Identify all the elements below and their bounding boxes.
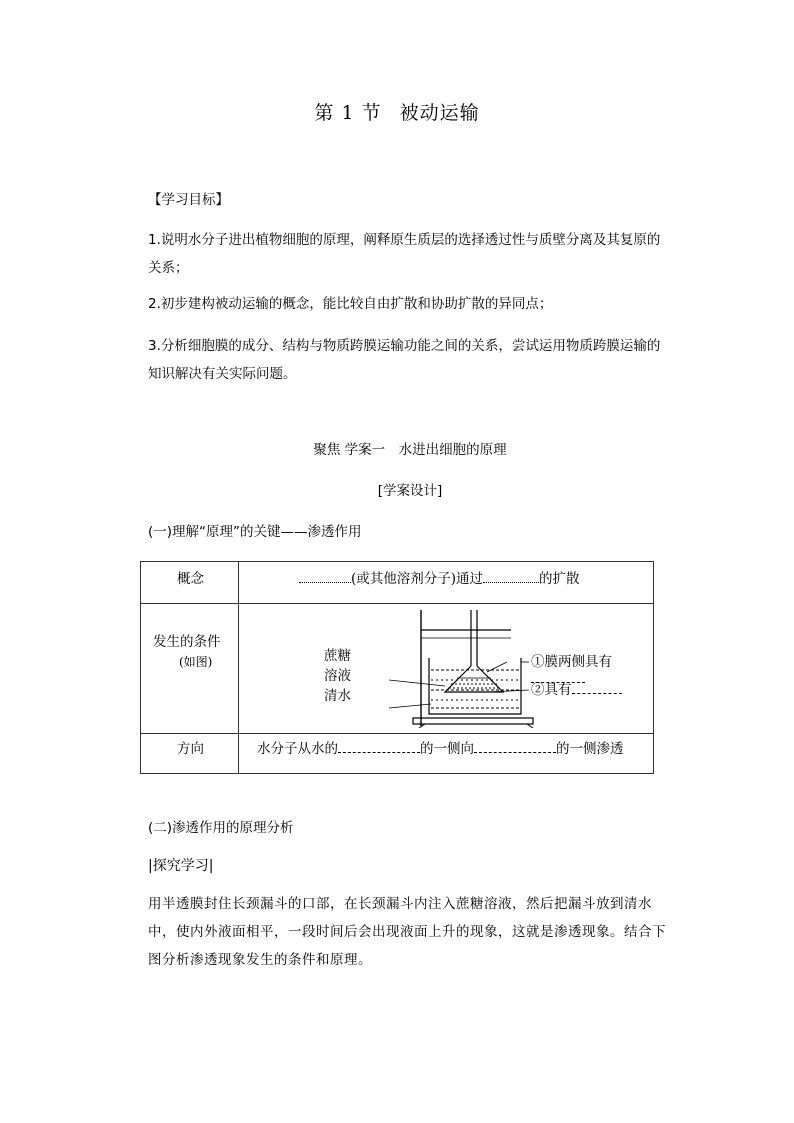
blank-membrane[interactable] [483, 570, 539, 583]
concept-text-1: (或其他溶剂分子)通过 [351, 571, 484, 587]
design-heading: [学案设计] [377, 483, 443, 499]
condition-2-text: ②具有 [531, 682, 572, 698]
label-concept: 概念 [141, 562, 239, 604]
fig-label-solution: 溶液 [324, 668, 351, 684]
direction-text-1: 水分子从水的 [257, 741, 338, 757]
concept-content [239, 562, 654, 604]
condition-1-text: ①膜两侧具有 [531, 654, 612, 670]
osmosis-table [140, 561, 654, 774]
objective-item-3: 3.分析细胞膜的成分、结构与物质跨膜运输功能之间的关系，尝试运用物质跨膜运输的知识解决有关实际问题。 [148, 338, 661, 382]
label-condition-cell [141, 604, 239, 734]
fig-label-sucrose: 蔗糖 [324, 648, 351, 664]
table-row-condition [141, 604, 654, 734]
direction-text-2: 的一侧向 [420, 741, 474, 757]
direction-content [239, 734, 654, 774]
table-row-concept [141, 562, 654, 604]
fig-label-water: 清水 [324, 688, 351, 704]
part2-heading: (二)渗透作用的原理分析 [148, 820, 294, 836]
blank-direction-1[interactable] [338, 740, 420, 753]
objective-item-2: 2.初步建构被动运输的概念，能比较自由扩散和协助扩散的异同点； [148, 296, 553, 312]
case1-heading: 聚焦 学案一 水进出细胞的原理 [313, 442, 507, 458]
section-number: 第 1 节 [314, 102, 382, 124]
blank-direction-2[interactable] [474, 740, 556, 753]
direction-text-3: 的一侧渗透 [556, 741, 624, 757]
objectives-heading: 【学习目标】 [148, 192, 229, 208]
blank-semipermeable-membrane[interactable] [572, 681, 622, 694]
part1-heading: (一)理解“原理”的关键——渗透作用 [148, 524, 362, 540]
label-condition: 发生的条件 [153, 634, 221, 650]
condition-2 [531, 678, 622, 698]
figure-labels-left [324, 646, 351, 706]
concept-text-2: 的扩散 [539, 571, 580, 587]
page-title [0, 98, 794, 125]
label-direction: 方向 [141, 734, 239, 774]
section-name: 被动运输 [399, 102, 480, 124]
table-row-direction [141, 734, 654, 774]
blank-solvent[interactable] [299, 570, 351, 583]
label-condition-sub: (如图) [179, 655, 213, 669]
explore-paragraph: 用半透膜封住长颈漏斗的口部，在长颈漏斗内注入蔗糖溶液，然后把漏斗放到清水中，使内外液面相平，一段时间后会出现液面上升的现象，这就是渗透现象。结合下图分析渗透现象发生的条件和原理。 [148, 896, 666, 968]
condition-figure-cell [239, 604, 654, 734]
explore-label: |探究学习| [148, 858, 214, 874]
objective-item-1: 1.说明水分子进出植物细胞的原理，阐释原生质层的选择透过性与质壁分离及其复原的关系； [148, 232, 661, 276]
